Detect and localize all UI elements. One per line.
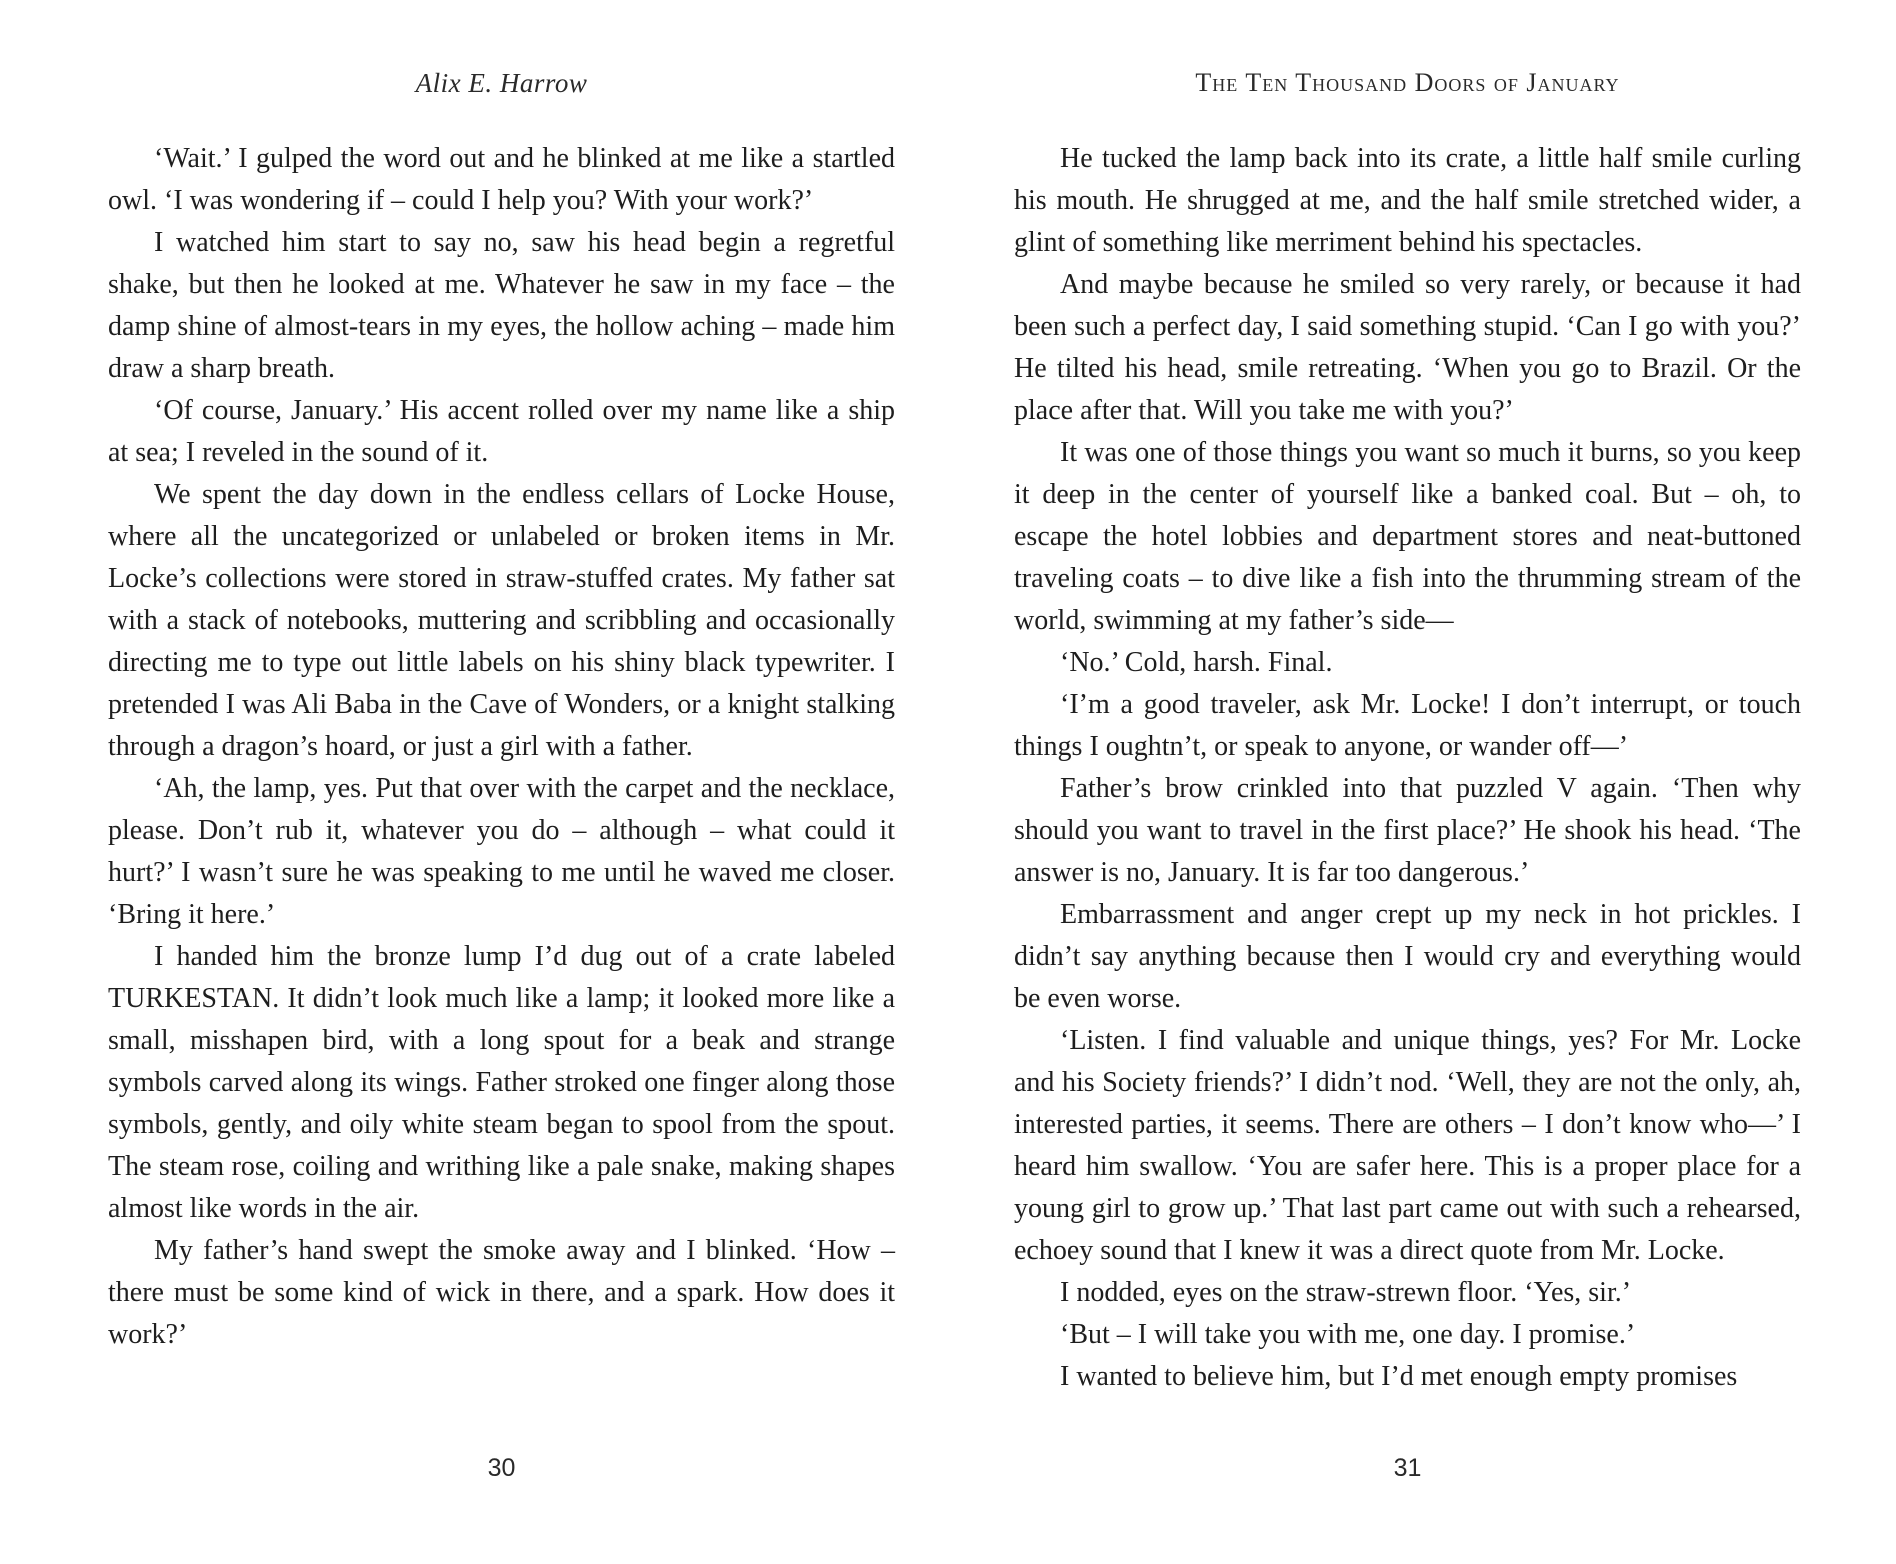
paragraph: ‘Of course, January.’ His accent rolled over my name like a ship at sea; I reveled in the sound of it.	[108, 395, 895, 468]
paragraph: ‘But – I will take you with me, one day. I promise.’	[1060, 1319, 1636, 1350]
paragraph: ‘Listen. I find valuable and unique things, yes? For Mr. Locke and his Society friends?’ I didn’t nod. ‘Well, they are not the only, ah, interested parties, it seems. There are others – I don’t know who—’ I heard him swallow. ‘You are safer here. This is a proper place for a young girl to grow up.’ That last part came out with such a rehearsed, echoey sound that I knew it was a direct quote from Mr. Locke.	[1014, 1025, 1801, 1266]
paragraph: ‘Ah, the lamp, yes. Put that over with the carpet and the necklace, please. Don’t rub it, whatever you do – although – what could it hurt?’ I wasn’t sure he was speaking to me until he waved me closer. ‘Bring it here.’	[108, 773, 895, 930]
paragraph: We spent the day down in the endless cellars of Locke House, where all the uncategorized or unlabeled or broken items in Mr. Locke’s collections were stored in straw-stuffed crates. My father sat with a stack of notebooks, muttering and scribbling and occasionally directing me to type out little labels on his shiny black typewriter. I pretended I was Ali Baba in the Cave of Wonders, or a knight stalking through a dragon’s hoard, or just a girl with a father.	[108, 479, 895, 762]
paragraph: I wanted to believe him, but I’d met enough empty promises	[1060, 1361, 1738, 1392]
paragraph: And maybe because he smiled so very rarely, or because it had been such a perfect day, I said something stupid. ‘Can I go with you?’ He tilted his head, smile retreating. ‘When you go to Brazil. Or the place after that. Will you take me with you?’	[1014, 269, 1801, 426]
paragraph: Embarrassment and anger crept up my neck in hot prickles. I didn’t say anything because then I would cry and everything would be even worse.	[1014, 899, 1801, 1014]
paragraph: ‘I’m a good traveler, ask Mr. Locke! I don’t interrupt, or touch things I oughtn’t, or speak to anyone, or wander off—’	[1014, 689, 1801, 762]
page-number: 31	[1393, 1454, 1422, 1482]
running-head-author: Alix E. Harrow	[415, 68, 588, 98]
left-page	[108, 0, 895, 1564]
paragraph: My father’s hand swept the smoke away and I blinked. ‘How – there must be some kind of wick in there, and a spark. How does it work?’	[108, 1235, 895, 1350]
paragraph: I handed him the bronze lump I’d dug out of a crate labeled TURKESTAN. It didn’t look much like a lamp; it looked more like a small, misshapen bird, with a long spout for a beak and strange symbols carved along its wings. Father stroked one finger along those symbols, gently, and oily white steam began to spool from the spout. The steam rose, coiling and writhing like a pale snake, making shapes almost like words in the air.	[108, 941, 895, 1224]
paragraph: ‘Wait.’ I gulped the word out and he blinked at me like a startled owl. ‘I was wondering if – could I help you? With your work?’	[108, 143, 895, 216]
body-text-right	[1014, 138, 1801, 1398]
body-text-left	[108, 138, 895, 1356]
page-number: 30	[487, 1454, 516, 1482]
paragraph: Father’s brow crinkled into that puzzled V again. ‘Then why should you want to travel in the first place?’ He shook his head. ‘The answer is no, January. It is far too dangerous.’	[1014, 773, 1801, 888]
paragraph: He tucked the lamp back into its crate, a little half smile curling his mouth. He shrugged at me, and the half smile stretched wider, a glint of something like merriment behind his spectacles.	[1014, 143, 1801, 258]
right-page	[1014, 0, 1801, 1564]
paragraph: ‘No.’ Cold, harsh. Final.	[1060, 647, 1333, 678]
paragraph: It was one of those things you want so much it burns, so you keep it deep in the center of yourself like a banked coal. But – oh, to escape the hotel lobbies and department stores and neat-buttoned traveling coats – to dive like a fish into the thrumming stream of the world, swimming at my father’s side—	[1014, 437, 1801, 636]
paragraph: I watched him start to say no, saw his head begin a regretful shake, but then he looked at me. Whatever he saw in my face – the damp shine of almost-tears in my eyes, the hollow aching – made him draw a sharp breath.	[108, 227, 895, 384]
paragraph: I nodded, eyes on the straw-strewn floor. ‘Yes, sir.’	[1060, 1277, 1632, 1308]
running-head-title: The Ten Thousand Doors of January	[1195, 68, 1620, 97]
